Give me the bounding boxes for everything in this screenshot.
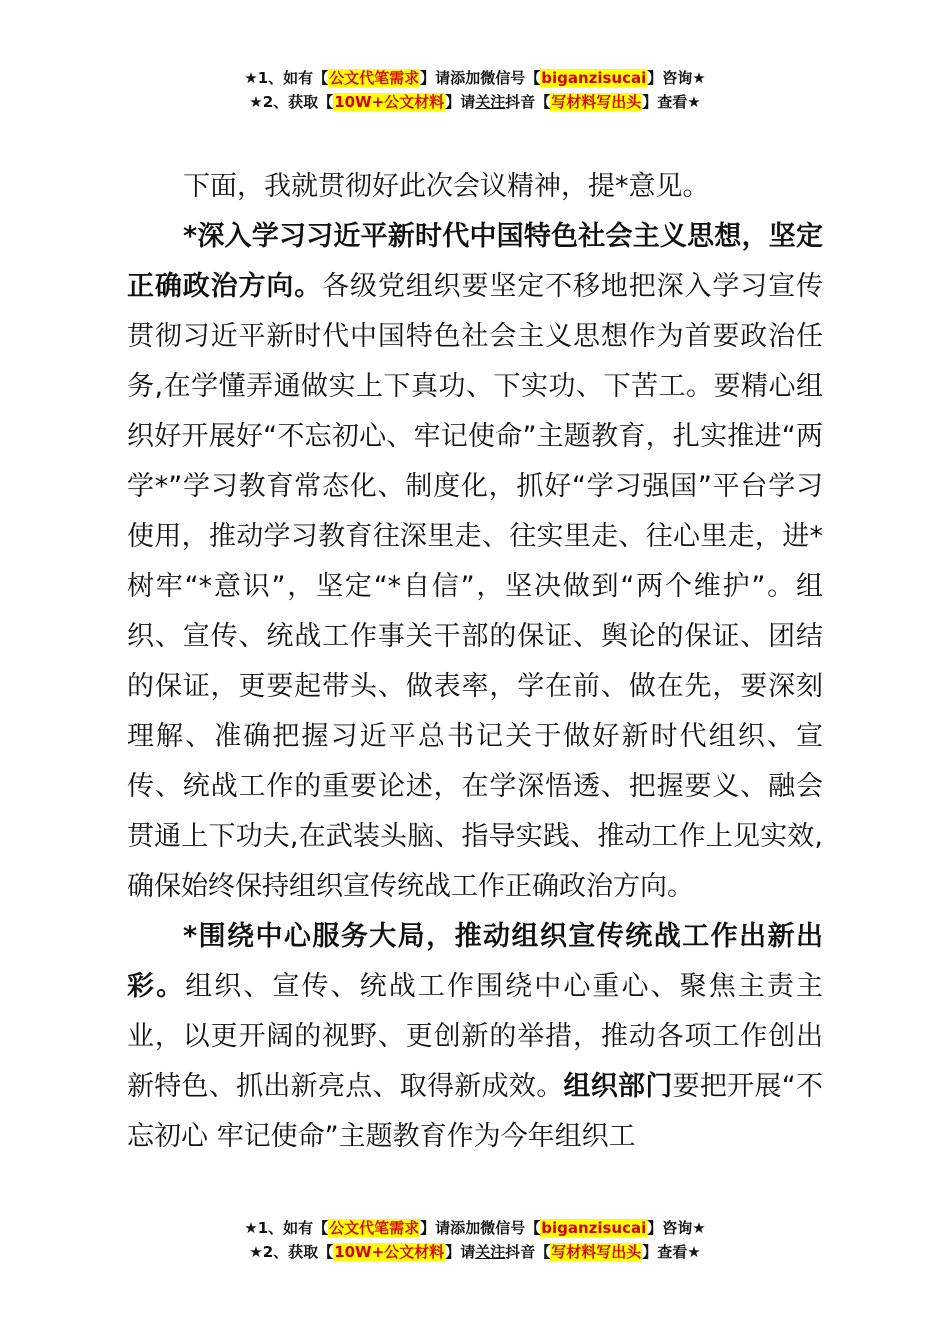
paragraph-subheading: 组织部门 <box>563 1071 673 1102</box>
banner-highlight: 写材料写出头 <box>551 1243 642 1261</box>
header-banner <box>0 66 950 114</box>
paragraph-study <box>127 212 823 912</box>
banner-text: ★2、获取【 <box>249 93 334 111</box>
banner-highlight: 公文代笔需求 <box>329 1219 420 1237</box>
paragraph-service <box>127 912 823 1162</box>
banner-text: ★1、如有【 <box>244 69 329 87</box>
banner-text: 】请添 <box>420 1219 466 1237</box>
banner-line-1 <box>0 1216 950 1240</box>
banner-text: 】请添 <box>420 69 466 87</box>
banner-text: 】查看★ <box>642 93 701 111</box>
banner-text: 】请 <box>445 93 476 111</box>
banner-highlight: 10W+公文材料 <box>334 1243 445 1261</box>
paragraph-heading: *深入学习习近平新时代中国特色社会主义思想，坚定正确政治方向。 <box>127 221 823 302</box>
banner-line-2 <box>0 90 950 114</box>
banner-underline: 关注 <box>475 93 506 111</box>
banner-text: 抖音【 <box>505 1243 551 1261</box>
banner-text: 】查看★ <box>642 1243 701 1261</box>
banner-highlight: 10W+公文材料 <box>334 93 445 111</box>
banner-text: ★1、如有【 <box>244 1219 329 1237</box>
paragraph-text: 组织、宣传、统战工作围绕中心重心、聚焦主责主业，以更开阔的视野、更创新的举措，推动各项工作创出新特色、抓出新亮点、取得新成效。 <box>127 971 824 1102</box>
banner-highlight: 公文代笔需求 <box>329 69 420 87</box>
banner-text: 抖音【 <box>505 93 551 111</box>
banner-underline: 关注 <box>475 1243 506 1261</box>
document-body <box>127 162 823 1162</box>
banner-text: 】请 <box>445 1243 476 1261</box>
banner-text: 加 <box>465 69 481 87</box>
banner-text: ★2、获取【 <box>249 1243 334 1261</box>
banner-highlight: biganzisucai <box>541 69 647 87</box>
banner-line-2 <box>0 1240 950 1264</box>
paragraph-text: 要把开展“不忘初心 牢记使命”主题教育作为今年组织工 <box>127 1071 823 1152</box>
banner-text: 】咨询★ <box>647 69 706 87</box>
banner-text: 微信号【 <box>480 69 541 87</box>
banner-highlight: biganzisucai <box>541 1219 647 1237</box>
paragraph-text: 各级党组织要坚定不移地把深入学习宣传贯彻习近平新时代中国特色社会主义思想作为首要政治任务,在学懂弄通做实上下真功、下实功、下苦工。要精心组织好开展好“不忘初心、牢记使命”主题教育，扎实推进“两学*”学习教育常态化、制度化，抓好“学习强国”平台学习使用，推动学习教育往深里走、往实里走、往心里走，进*树牢“*意识”，坚定“*自信”，坚决做到“两个维护”。组织、宣传、统战工作事关干部的保证、舆论的保证、团结的保证，更要起带头、做表率，学在前、做在先，要深刻理解、准确把握习近平总书记关于做好新时代组织、宣传、统战工作的重要论述，在学深悟透、把握要义、融会贯通上下功夫,在武装头脑、指导实践、推动工作上见实效,确保始终保持组织宣传统战工作正确政治方向。 <box>127 271 823 902</box>
banner-line-1 <box>0 66 950 90</box>
footer-banner <box>0 1216 950 1264</box>
banner-highlight: 写材料写出头 <box>551 93 642 111</box>
paragraph-heading: *围绕中心服务大局，推动组织宣传统战工作出新出彩。 <box>127 921 823 1002</box>
paragraph-intro: 下面，我就贯彻好此次会议精神，提*意见。 <box>183 171 710 202</box>
banner-text: 微信号【 <box>480 1219 541 1237</box>
banner-text: 加 <box>465 1219 481 1237</box>
banner-text: 】咨询★ <box>647 1219 706 1237</box>
